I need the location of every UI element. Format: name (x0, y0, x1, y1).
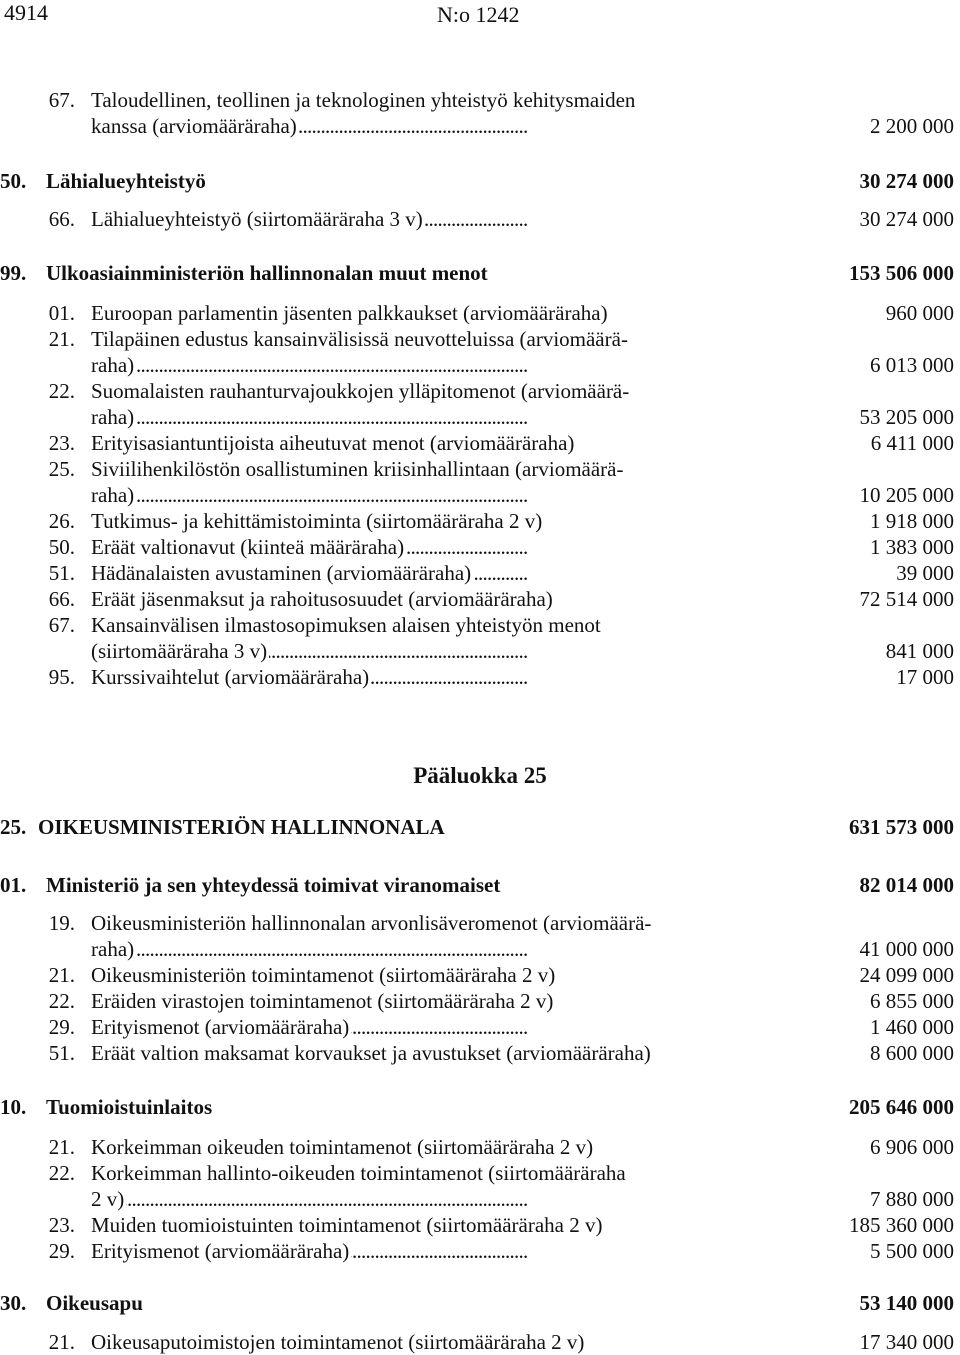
section-number: 50. (0, 169, 27, 193)
item-description-cont: raha) . . . (91, 352, 761, 378)
item-description: Erityismenot (arviomääräraha) . . . (91, 1014, 761, 1040)
item-description: Korkeimman oikeuden toimintamenot (siirtomääräraha 2 v) . . . (91, 1134, 761, 1160)
item-number: 22. (48, 989, 75, 1013)
budget-item-cont (0, 482, 960, 508)
item-description: Suomalaisten rauhanturvajoukkojen ylläpitomenot (arviomäärä- (91, 379, 630, 403)
budget-item-cont (0, 113, 960, 139)
budget-item (0, 1040, 960, 1066)
item-amount: 53 205 000 (859, 405, 954, 429)
item-amount: 8 600 000 (870, 1041, 954, 1065)
item-amount: 2 200 000 (870, 114, 954, 138)
item-amount: 6 855 000 (870, 989, 954, 1013)
item-number: 66. (48, 587, 75, 611)
item-number: 29. (48, 1239, 75, 1263)
item-description: Hädänalaisten avustaminen (arviomääräraha) . . . (91, 560, 761, 586)
section-row (0, 260, 960, 286)
page-number: 4914 (4, 0, 48, 25)
budget-item-cont (0, 638, 960, 664)
item-description: Siviilihenkilöstön osallistuminen kriisinhallintaan (arviomäärä- (91, 457, 624, 481)
item-description: Euroopan parlamentin jäsenten palkkaukset (arviomääräraha) . . . (91, 300, 761, 326)
section-amount: 205 646 000 (849, 1095, 954, 1119)
section-title: Tuomioistuinlaitos (46, 1095, 213, 1119)
section-amount: 53 140 000 (859, 1291, 954, 1315)
budget-item (0, 586, 960, 612)
item-description-cont: 2 v) . . . (91, 1186, 761, 1212)
item-description: Oikeusministeriön hallinnonalan arvonlisäveromenot (arviomäärä- (91, 911, 652, 935)
item-description: Tilapäinen edustus kansainvälisissä neuvotteluissa (arviomäärä- (91, 327, 628, 351)
item-amount: 6 411 000 (870, 431, 954, 455)
section-amount: 631 573 000 (849, 815, 954, 839)
item-number: 21. (48, 327, 75, 351)
budget-item (0, 664, 960, 690)
item-description: Eräät valtion maksamat korvaukset ja avustukset (arviomääräraha) . . . (91, 1040, 761, 1066)
item-number: 67. (48, 88, 75, 112)
item-amount: 41 000 000 (859, 937, 954, 961)
budget-item (0, 206, 960, 232)
item-number: 51. (48, 561, 75, 585)
item-number: 67. (48, 613, 75, 637)
section-number: 01. (0, 873, 27, 897)
item-description: Muiden tuomioistuinten toimintamenot (siirtomääräraha 2 v) . . . (91, 1212, 761, 1238)
item-amount: 7 880 000 (870, 1187, 954, 1211)
budget-item (0, 1134, 960, 1160)
budget-item (0, 612, 960, 638)
budget-item (0, 1212, 960, 1238)
item-description: Erityisasiantuntijoista aiheutuvat menot (arviomääräraha) . . . (91, 430, 761, 456)
budget-item-cont (0, 352, 960, 378)
budget-item (0, 326, 960, 352)
budget-item-cont (0, 1186, 960, 1212)
item-description-cont: (siirtomääräraha 3 v) . . . (91, 638, 761, 664)
item-amount: 10 205 000 (859, 483, 954, 507)
main-section-row (0, 814, 960, 840)
item-amount: 17 000 (896, 665, 954, 689)
item-description: Oikeusministeriön toimintamenot (siirtomääräraha 2 v) . . . (91, 962, 761, 988)
item-number: 66. (48, 207, 75, 231)
item-number: 19. (48, 911, 75, 935)
item-description: Kurssivaihtelut (arviomääräraha) . . . (91, 664, 761, 690)
item-number: 23. (48, 431, 75, 455)
section-row (0, 1290, 960, 1316)
item-description: Erityismenot (arviomääräraha) . . . (91, 1238, 761, 1264)
item-amount: 24 099 000 (859, 963, 954, 987)
item-number: 22. (48, 379, 75, 403)
section-amount: 82 014 000 (859, 873, 954, 897)
item-amount: 1 460 000 (870, 1015, 954, 1039)
budget-item (0, 1014, 960, 1040)
item-amount: 6 906 000 (870, 1135, 954, 1159)
budget-item (0, 1329, 960, 1355)
item-number: 01. (48, 301, 75, 325)
budget-item (0, 508, 960, 534)
item-description: Kansainvälisen ilmastosopimuksen alaisen yhteistyön menot (91, 613, 601, 637)
item-amount: 6 013 000 (870, 353, 954, 377)
item-amount: 1 383 000 (870, 535, 954, 559)
section-number: 25. (0, 815, 27, 839)
item-description: Taloudellinen, teollinen ja teknologinen yhteistyö kehitysmaiden (91, 88, 636, 112)
item-description-cont: raha) . . . (91, 404, 761, 430)
item-description: Korkeimman hallinto-oikeuden toimintamenot (siirtomääräraha (91, 1161, 626, 1185)
issue-number: N:o 1242 (437, 2, 520, 27)
item-amount: 185 360 000 (849, 1213, 954, 1237)
item-number: 21. (48, 1135, 75, 1159)
section-row (0, 168, 960, 194)
item-amount: 1 918 000 (870, 509, 954, 533)
item-description-cont: raha) . . . (91, 482, 761, 508)
page-title: Pääluokka 25 (413, 763, 547, 788)
budget-item (0, 988, 960, 1014)
section-title: Ulkoasiainministeriön hallinnonalan muut menot (46, 261, 488, 285)
section-title: Oikeusapu (46, 1291, 143, 1315)
item-amount: 30 274 000 (859, 207, 954, 231)
budget-item (0, 560, 960, 586)
budget-item (0, 1160, 960, 1186)
item-number: 29. (48, 1015, 75, 1039)
section-number: 99. (0, 261, 27, 285)
item-description: Eräät valtionavut (kiinteä määräraha) . . . (91, 534, 761, 560)
budget-item-cont (0, 404, 960, 430)
budget-item (0, 378, 960, 404)
budget-item-cont (0, 936, 960, 962)
section-title: OIKEUSMINISTERIÖN HALLINNONALA (38, 815, 445, 839)
budget-item (0, 430, 960, 456)
item-number: 95. (48, 665, 75, 689)
budget-item (0, 456, 960, 482)
item-amount: 5 500 000 (870, 1239, 954, 1263)
item-number: 23. (48, 1213, 75, 1237)
section-title: Lähialueyhteistyö (46, 169, 206, 193)
budget-item (0, 910, 960, 936)
section-number: 30. (0, 1291, 27, 1315)
budget-item (0, 300, 960, 326)
item-number: 22. (48, 1161, 75, 1185)
item-number: 51. (48, 1041, 75, 1065)
item-amount: 841 000 (885, 639, 954, 663)
section-title: Ministeriö ja sen yhteydessä toimivat viranomaiset (46, 873, 501, 897)
item-amount: 960 000 (885, 301, 954, 325)
item-number: 26. (48, 509, 75, 533)
item-description: Oikeusaputoimistojen toimintamenot (siirtomääräraha 2 v) . . . (91, 1329, 761, 1355)
item-amount: 72 514 000 (859, 587, 954, 611)
section-number: 10. (0, 1095, 27, 1119)
section-amount: 30 274 000 (859, 169, 954, 193)
item-number: 50. (48, 535, 75, 559)
item-description: Tutkimus- ja kehittämistoiminta (siirtomääräraha 2 v) . . . (91, 508, 761, 534)
item-description: Eräiden virastojen toimintamenot (siirtomääräraha 2 v) . . . (91, 988, 761, 1014)
item-number: 21. (48, 963, 75, 987)
budget-item (0, 1238, 960, 1264)
item-amount: 17 340 000 (859, 1330, 954, 1354)
item-amount: 39 000 (896, 561, 954, 585)
budget-item (0, 534, 960, 560)
section-row (0, 872, 960, 898)
budget-item (0, 87, 960, 113)
item-description-cont: kanssa (arviomääräraha) . . . (91, 113, 761, 139)
item-number: 25. (48, 457, 75, 481)
budget-item (0, 962, 960, 988)
item-description: Eräät jäsenmaksut ja rahoitusosuudet (arviomääräraha) . . . (91, 586, 761, 612)
section-row (0, 1094, 960, 1120)
item-number: 21. (48, 1330, 75, 1354)
item-description: Lähialueyhteistyö (siirtomääräraha 3 v) . . . (91, 206, 761, 232)
item-description-cont: raha) . . . (91, 936, 761, 962)
section-amount: 153 506 000 (849, 261, 954, 285)
